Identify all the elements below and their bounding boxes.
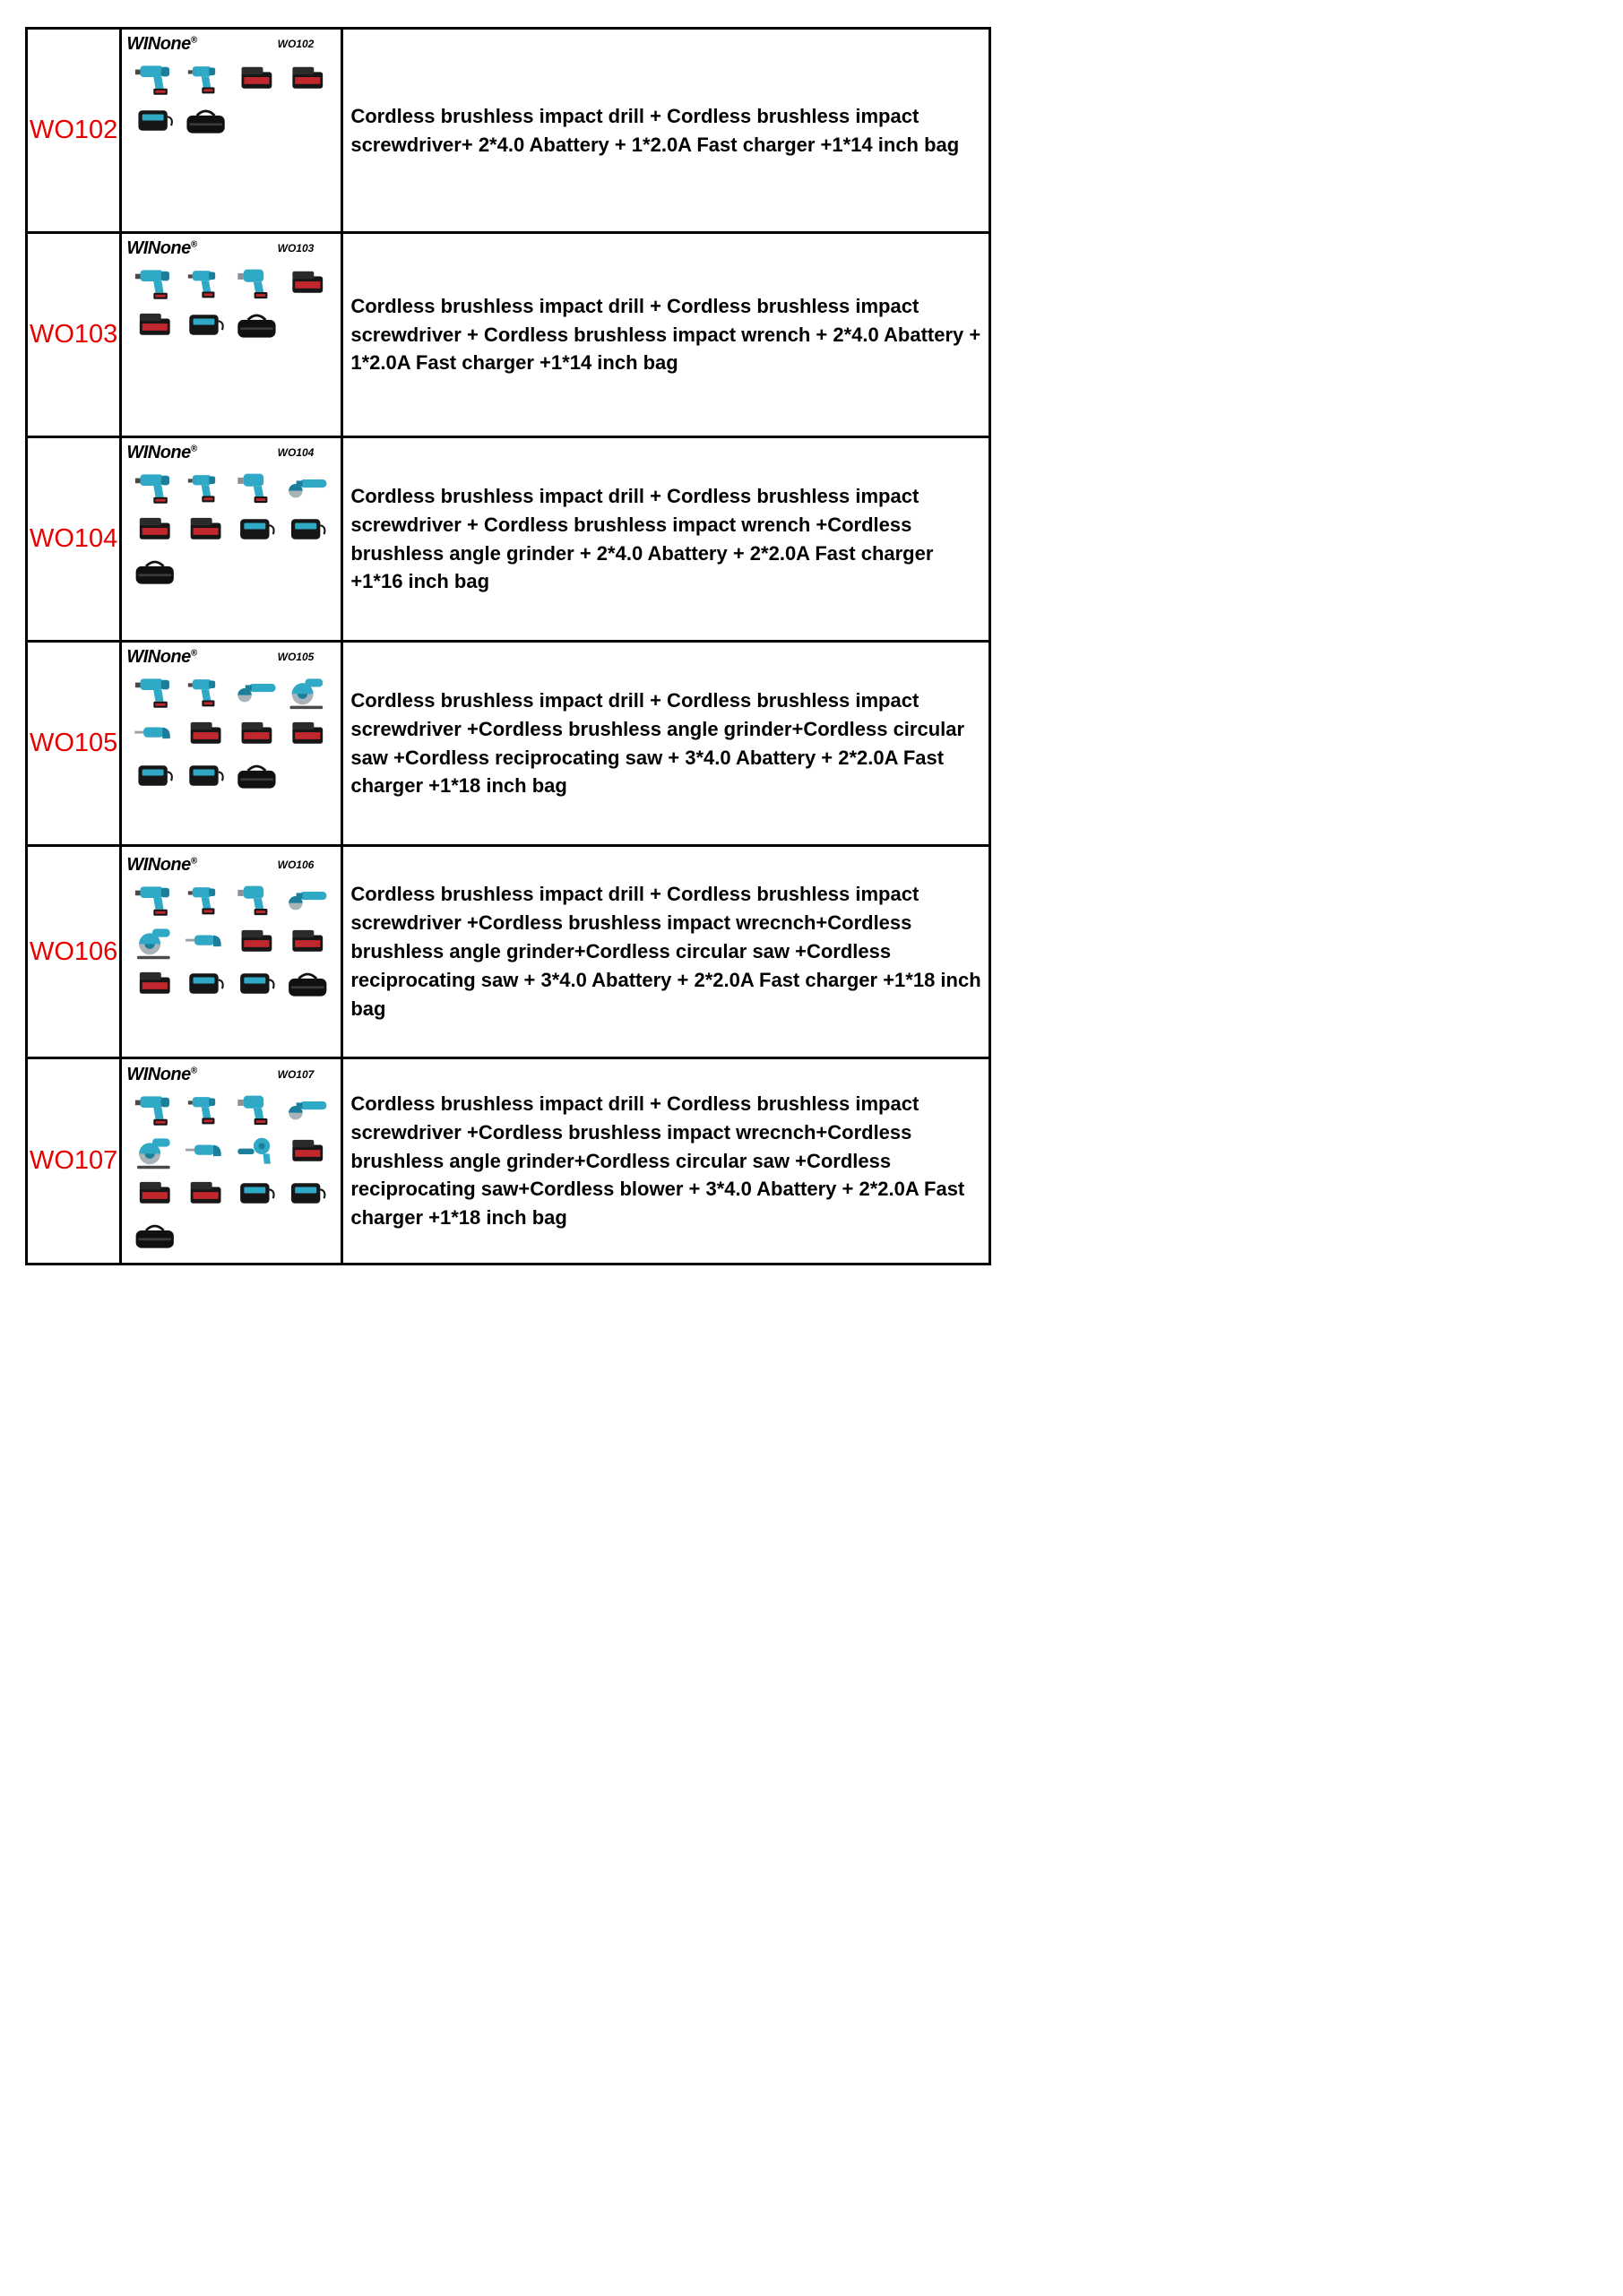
- charger-icon: [190, 315, 223, 335]
- brand-name: WINone: [126, 442, 191, 462]
- charger-icon: [139, 765, 172, 786]
- product-kit-image: [125, 463, 338, 639]
- product-image-cell: [121, 846, 342, 1058]
- product-image-cell: [121, 437, 342, 642]
- product-description: Cordless brushless impact drill + Cordless brushless impact screwdriver+ 2*4.0 Abattery + 1*2.0A Fast charger +1*14 inch bag: [342, 29, 990, 233]
- driver-icon: [188, 679, 215, 706]
- registered-mark: ®: [190, 34, 197, 45]
- battery-icon: [140, 1181, 170, 1203]
- product-description: Cordless brushless impact drill + Cordless brushless impact screwdriver +Cordless brushless impact wrecnch+Cordless brushless angle grinder+Cordless circular saw +Cordless reciprocating saw+Cordless blower + 3*4.0 Abattery + 2*2.0A Fast charger +1*18 inch bag: [342, 1058, 990, 1265]
- product-description: Cordless brushless impact drill + Cordless brushless impact screwdriver +Cordless brushless impact wrecnch+Cordless brushless angle grinder+Cordless circular saw +Cordless reciprocating saw + 3*4.0 Abattery + 2*2.0A Fast charger +1*18 inch bag: [342, 846, 990, 1058]
- brand-name: WINone: [126, 33, 191, 54]
- bag-icon: [289, 974, 326, 997]
- driver-icon: [188, 1097, 215, 1124]
- bag-icon: [187, 110, 225, 133]
- charger-icon: [240, 519, 273, 539]
- registered-mark: ®: [190, 856, 197, 867]
- product-code: WO106: [27, 846, 121, 1058]
- model-number: WO103: [277, 241, 315, 255]
- wrench-icon: [238, 473, 268, 502]
- charger-icon: [240, 1183, 273, 1204]
- registered-mark: ®: [190, 1065, 197, 1075]
- table-row: [27, 233, 990, 437]
- image-header: [122, 236, 341, 259]
- drill-icon: [135, 1096, 169, 1125]
- drill-icon: [135, 270, 169, 298]
- brand-name: WINone: [126, 646, 191, 667]
- charger-icon: [291, 519, 324, 539]
- grinder-icon: [289, 892, 326, 910]
- drill-icon: [135, 474, 169, 503]
- product-code: WO105: [27, 642, 121, 846]
- grinder-icon: [238, 684, 276, 702]
- recip-saw-icon: [186, 935, 221, 946]
- brand-logo: [126, 238, 196, 259]
- model-number: WO104: [277, 445, 315, 459]
- driver-icon: [188, 66, 215, 93]
- bag-icon: [136, 561, 174, 583]
- product-description: Cordless brushless impact drill + Cordless brushless impact screwdriver + Cordless brushless impact wrench + 2*4.0 Abattery + 1*2.0A Fast charger +1*14 inch bag: [342, 233, 990, 437]
- driver-icon: [188, 271, 215, 298]
- product-image-cell: [121, 29, 342, 233]
- model-number: WO107: [277, 1067, 315, 1081]
- charger-icon: [240, 973, 273, 994]
- image-header: [122, 440, 341, 463]
- product-code: WO102: [27, 29, 121, 233]
- brand-logo: [126, 34, 196, 55]
- grinder-icon: [289, 1101, 326, 1119]
- battery-icon: [191, 1181, 221, 1203]
- drill-icon: [135, 65, 169, 94]
- product-code: WO104: [27, 437, 121, 642]
- bag-icon: [238, 315, 276, 337]
- product-image-cell: [121, 642, 342, 846]
- registered-mark: ®: [190, 238, 197, 249]
- battery-icon: [242, 930, 272, 952]
- circular-saw-icon: [137, 1138, 170, 1169]
- product-kit-image: [125, 259, 338, 435]
- product-code: WO103: [27, 233, 121, 437]
- image-header: [122, 644, 341, 668]
- blower-icon: [238, 1137, 272, 1163]
- charger-icon: [190, 973, 223, 994]
- battery-icon: [191, 721, 221, 743]
- driver-icon: [188, 887, 215, 914]
- circular-saw-icon: [290, 678, 324, 709]
- drill-icon: [135, 678, 169, 707]
- table-row: [27, 1058, 990, 1265]
- charger-icon: [190, 765, 223, 786]
- wrench-icon: [238, 1095, 268, 1124]
- table-row: [27, 642, 990, 846]
- wrench-icon: [238, 886, 268, 915]
- brand-name: WINone: [126, 237, 191, 258]
- bag-icon: [136, 1226, 174, 1248]
- image-header: [122, 31, 341, 55]
- battery-icon: [293, 1139, 324, 1161]
- product-kit-image: [125, 668, 338, 843]
- battery-icon: [191, 517, 221, 539]
- table-row: [27, 846, 990, 1058]
- table-row: [27, 29, 990, 233]
- brand-logo: [126, 647, 196, 668]
- table-row: [27, 437, 990, 642]
- product-kit-image: [125, 1085, 338, 1261]
- grinder-icon: [289, 479, 326, 497]
- drill-icon: [135, 886, 169, 915]
- charger-icon: [291, 1183, 324, 1204]
- battery-icon: [293, 66, 324, 88]
- bag-icon: [238, 765, 276, 788]
- product-description: Cordless brushless impact drill + Cordless brushless impact screwdriver +Cordless brushless angle grinder+Cordless circular saw +Cordless reciprocating saw + 3*4.0 Abattery + 2*2.0A Fast charger +1*18 inch bag: [342, 642, 990, 846]
- battery-icon: [242, 721, 272, 743]
- battery-icon: [293, 271, 324, 292]
- model-number: WO105: [277, 650, 315, 663]
- brand-logo: [126, 855, 196, 876]
- battery-icon: [140, 972, 170, 994]
- battery-icon: [140, 313, 170, 334]
- registered-mark: ®: [190, 647, 197, 658]
- product-description: Cordless brushless impact drill + Cordless brushless impact screwdriver + Cordless brushless impact wrench +Cordless brushless angle grinder + 2*4.0 Abattery + 2*2.0A Fast charger +1*16 inch bag: [342, 437, 990, 642]
- recip-saw-icon: [135, 727, 171, 738]
- battery-icon: [293, 930, 324, 952]
- image-header: [122, 1062, 341, 1085]
- product-code: WO107: [27, 1058, 121, 1265]
- circular-saw-icon: [137, 928, 170, 959]
- driver-icon: [188, 475, 215, 502]
- recip-saw-icon: [186, 1144, 221, 1156]
- brand-logo: [126, 443, 196, 463]
- brand-name: WINone: [126, 855, 191, 875]
- model-number: WO106: [277, 859, 315, 871]
- charger-icon: [139, 110, 172, 131]
- product-image-cell: [121, 233, 342, 437]
- battery-icon: [293, 721, 324, 743]
- wrench-icon: [238, 269, 268, 298]
- battery-icon: [140, 517, 170, 539]
- registered-mark: ®: [190, 443, 197, 453]
- product-table: [25, 27, 991, 1265]
- product-kit-image: [125, 55, 338, 230]
- battery-icon: [242, 66, 272, 88]
- model-number: WO102: [277, 37, 315, 50]
- product-image-cell: [121, 1058, 342, 1265]
- product-kit-image: [125, 876, 338, 1051]
- brand-name: WINone: [126, 1064, 191, 1084]
- image-header: [122, 852, 341, 876]
- brand-logo: [126, 1065, 196, 1085]
